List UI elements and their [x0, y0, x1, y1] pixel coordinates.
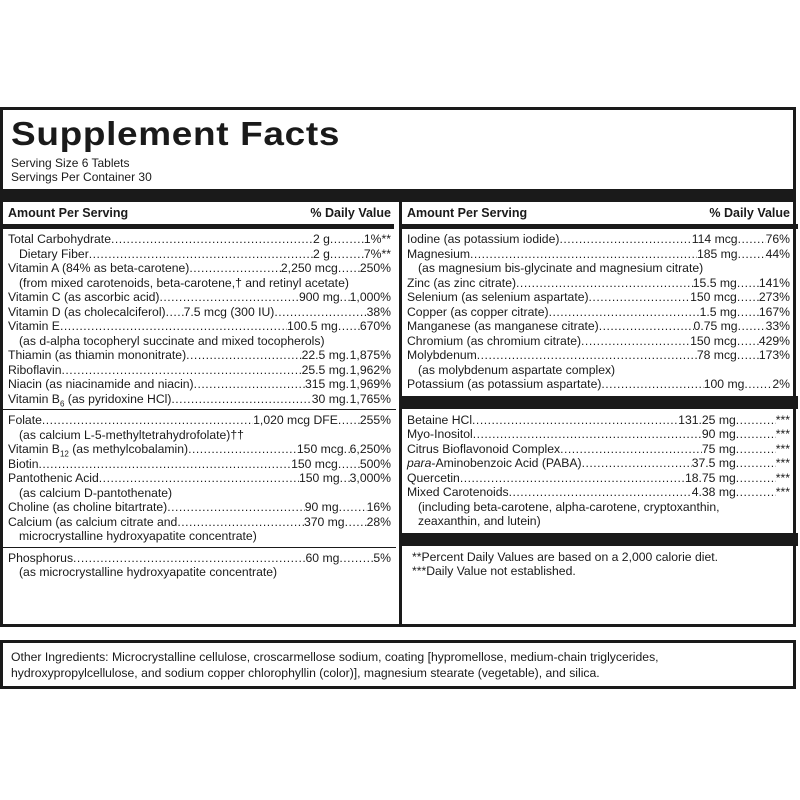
- nutrient-row: Betaine HCl ..... 131.25 mg ..... ***: [407, 413, 793, 428]
- amount-per-serving-label: Amount Per Serving: [407, 206, 528, 220]
- nutrient-row: para-Aminobenzoic Acid (PABA) ..... 37.5 mg ..... ***: [407, 456, 793, 471]
- not-established-footnote: ***Daily Value not established.: [412, 564, 576, 578]
- nutrient-source: (including beta-carotene, alpha-carotene, cryptoxanthin,: [418, 499, 720, 514]
- panel-title: Supplement Facts: [11, 115, 341, 152]
- nutrient-row: Dietary Fiber ..... 2 g ..... 7%**: [8, 247, 394, 262]
- nutrient-row: Biotin ..... 150 mcg ..... 500%: [8, 457, 394, 472]
- nutrient-row: Magnesium ..... 185 mg ..... 44%: [407, 247, 793, 262]
- right-column: [407, 202, 793, 579]
- servings-per-container: Servings Per Container 30: [11, 170, 152, 184]
- nutrient-row: Folate ..... 1,020 mcg DFE ..... 255%: [8, 413, 394, 428]
- nutrient-row: Vitamin $B_{12}$ (as methylcobalamin) ..... 150 mcg ..... 6,250%: [8, 442, 394, 457]
- nutrient-row: Zinc (as zinc citrate) ..... 15.5 mg ..... 141%: [407, 276, 793, 291]
- thick-divider-bar: [3, 189, 793, 202]
- nutrient-source: (as magnesium bis-glycinate and magnesium citrate): [418, 261, 704, 275]
- nutrient-row: Vitamin $B_6$ (as pyridoxine HCl) ..... 30 mg ..... 1,765%: [8, 392, 394, 407]
- nutrient-row: Chromium (as chromium citrate) ..... 150 mcg ..... 429%: [407, 334, 793, 349]
- nutrient-row: Potassium (as potassium aspartate) ..... 100 mg ..... 2%: [407, 377, 793, 392]
- nutrient-row: Iodine (as potassium iodide) ..... 114 mcg ..... 76%: [407, 232, 793, 247]
- nutrient-source: microcrystalline hydroxyapatite concentrate): [19, 529, 257, 543]
- nutrient-row: Phosphorus ..... 60 mg ..... 5%: [8, 551, 394, 566]
- nutrient-row: Vitamin D (as cholecalciferol) ..... 7.5 mcg (300 IU) ..... 38%: [8, 305, 394, 320]
- nutrient-row: Myo-Inositol ..... 90 mg ..... ***: [407, 427, 793, 442]
- header-rule: [402, 224, 798, 229]
- nutrient-row: Mixed Carotenoids ..... 4.38 mg ..... ***: [407, 485, 793, 500]
- daily-value-label: % Daily Value: [310, 206, 391, 220]
- other-ingredients-text: Other Ingredients: Microcrystalline cellulose, croscarmellose sodium, coating [hypromellose, medium-chain triglycerides, hydroxypropylcellulose, and sodium copper chlorophyllin (color)], magnesium stearate (vegetable), and silica.: [11, 650, 659, 680]
- amount-per-serving-label: Amount Per Serving: [8, 206, 129, 220]
- nutrient-row: Copper (as copper citrate) ..... 1.5 mg ..... 167%: [407, 305, 793, 320]
- row-divider: [3, 547, 396, 548]
- nutrient-row: Vitamin E ..... 100.5 mg ..... 670%: [8, 319, 394, 334]
- nutrient-row: Pantothenic Acid ..... 150 mg ..... 3,000%: [8, 471, 394, 486]
- nutrient-source: (as molybdenum aspartate complex): [418, 362, 616, 377]
- nutrient-source: (from mixed carotenoids, beta-carotene,† and retinyl acetate): [19, 275, 349, 290]
- header-rule: [3, 224, 394, 229]
- supplement-facts-panel: [0, 107, 796, 627]
- nutrient-source: (as calcium L-5-methyltetrahydrofolate)††: [19, 427, 244, 442]
- column-header: [8, 202, 394, 224]
- nutrient-row: Riboflavin ..... 25.5 mg ..... 1,962%: [8, 363, 394, 378]
- nutrient-row: Vitamin A (84% as beta-carotene) ..... 2,250 mcg ..... 250%: [8, 261, 394, 276]
- daily-value-footnote: **Percent Daily Values are based on a 2,000 calorie diet.: [412, 549, 719, 564]
- nutrient-source: (as d-alpha tocopheryl succinate and mixed tocopherols): [19, 333, 325, 348]
- other-ingredients-box: [0, 640, 796, 689]
- nutrient-source: (as microcrystalline hydroxyapatite concentrate): [19, 565, 278, 579]
- nutrient-row: Thiamin (as thiamin mononitrate) ..... 22.5 mg ..... 1,875%: [8, 348, 394, 363]
- daily-value-label: % Daily Value: [709, 206, 790, 220]
- thick-divider-bar: [402, 396, 798, 409]
- nutrient-row: Citrus Bioflavonoid Complex ..... 75 mg ..... ***: [407, 442, 793, 457]
- column-header: [407, 202, 793, 224]
- nutrient-source: zeaxanthin, and lutein): [418, 514, 541, 528]
- nutrient-row: Niacin (as niacinamide and niacin) ..... 315 mg ..... 1,969%: [8, 377, 394, 392]
- nutrient-source: (as calcium D-pantothenate): [19, 485, 173, 500]
- nutrient-row: Vitamin C (as ascorbic acid) ..... 900 mg ..... 1,000%: [8, 290, 394, 305]
- nutrient-row: Quercetin ..... 18.75 mg ..... ***: [407, 471, 793, 486]
- left-column: [8, 202, 394, 580]
- row-divider: [3, 409, 396, 410]
- nutrient-row: Choline (as choline bitartrate) ..... 90 mg ..... 16%: [8, 500, 394, 515]
- nutrient-row: Selenium (as selenium aspartate) ..... 150 mcg ..... 273%: [407, 290, 793, 305]
- nutrient-row: Calcium (as calcium citrate and ..... 370 mg ..... 28%: [8, 515, 394, 530]
- nutrient-row: Total Carbohydrate ..... 2 g ..... 1%**: [8, 232, 394, 247]
- thick-divider-bar: [402, 533, 798, 546]
- nutrient-row: Molybdenum ..... 78 mcg ..... 173%: [407, 348, 793, 363]
- nutrient-row: Manganese (as manganese citrate) ..... 0.75 mg ..... 33%: [407, 319, 793, 334]
- serving-size: Serving Size 6 Tablets: [11, 156, 130, 170]
